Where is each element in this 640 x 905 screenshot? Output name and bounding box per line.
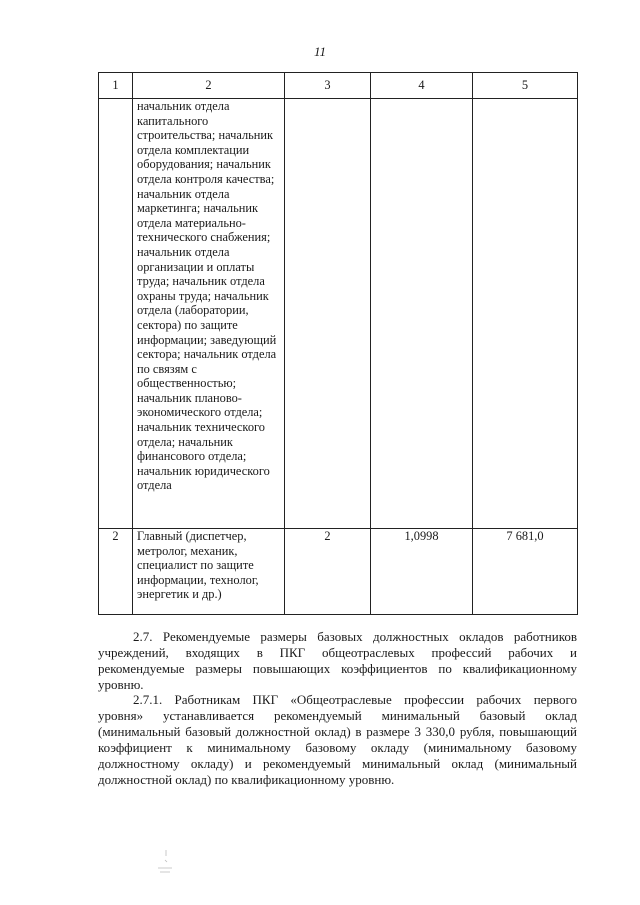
position-line: энергетик и др.) [137, 587, 222, 602]
header-col-2: 2 [133, 73, 285, 99]
position-line: начальник отдела [137, 99, 230, 113]
header-col-1: 1 [99, 73, 133, 99]
paragraph-line: (минимальный базовый должностной оклад) в размере 3 330,0 рубля, повышающий [98, 724, 577, 739]
row1-col5 [473, 99, 578, 529]
row2-salary: 7 681,0 [473, 529, 578, 615]
position-line: начальник отдела [137, 186, 230, 201]
position-line: капитального [137, 113, 209, 128]
paragraph-line: уровню. [98, 677, 144, 692]
position-line: начальник планово- [137, 390, 242, 405]
position-line: оборудования; начальник [137, 157, 271, 172]
position-line: финансового отдела; [137, 449, 247, 464]
paragraph-line: должностному окладу) и рекомендуемый минимальный оклад (минимальный [98, 756, 577, 771]
table-row [99, 529, 578, 615]
position-line: информации, технолог, [137, 572, 259, 587]
header-col-5: 5 [473, 73, 578, 99]
row2-coefficient-level: 2 [285, 529, 371, 615]
position-line: информации; заведующий [137, 332, 277, 347]
position-line: отдела [137, 478, 172, 493]
position-line: организации и оплаты [137, 259, 255, 274]
row2-qualification-level: 2 [99, 529, 133, 615]
position-line: метролог, механик, [137, 543, 238, 558]
paragraph-line: уровня» устанавливается рекомендуемый минимальный базовый оклад [98, 708, 577, 723]
position-line: по связям с [137, 361, 197, 376]
position-line: сектора; начальник отдела [137, 347, 277, 362]
header-col-4: 4 [371, 73, 473, 99]
scan-artifact-mark [150, 848, 180, 878]
position-line: отдела материально- [137, 215, 246, 230]
position-line: общественностью; [137, 376, 237, 391]
position-line: технического снабжения; [137, 230, 271, 245]
position-line: начальник юридического [137, 463, 270, 478]
position-line: отдела; начальник [137, 434, 233, 449]
position-line: отдела комплектации [137, 142, 250, 157]
header-col-3: 3 [285, 73, 371, 99]
paragraph-line: должностной оклад) по квалификационному уровню. [98, 772, 395, 787]
paragraph-2-7 [98, 629, 577, 693]
position-line: отдела контроля качества; [137, 171, 275, 186]
paragraph-line: 2.7. Рекомендуемые размеры базовых должностных окладов работников [133, 629, 577, 644]
position-line: экономического отдела; [137, 405, 263, 420]
position-line: отдела (лаборатории, [137, 303, 249, 318]
row1-positions [133, 99, 285, 529]
row1-col4 [371, 99, 473, 529]
salary-table [98, 72, 578, 615]
paragraph-line: учреждений, входящих в ПКГ общеотраслевых профессий рабочих и [98, 645, 577, 660]
position-line: строительства; начальник [137, 128, 274, 143]
row2-positions [133, 529, 285, 615]
position-line: маркетинга; начальник [137, 201, 259, 216]
paragraph-line: 2.7.1. Работникам ПКГ «Общеотраслевые профессии рабочих первого [133, 692, 577, 707]
position-line: Главный (диспетчер, [137, 529, 247, 543]
table-header-row [99, 73, 578, 99]
paragraph-2-7-1 [98, 692, 577, 788]
position-line: начальник технического [137, 420, 265, 435]
position-line: охраны труда; начальник [137, 288, 269, 303]
paragraph-line: рекомендуемые размеры повышающих коэффициентов по квалификационному [98, 661, 577, 676]
position-line: специалист по защите [137, 558, 254, 573]
position-line: сектора) по защите [137, 317, 238, 332]
row1-qualification-level [99, 99, 133, 529]
row1-col3 [285, 99, 371, 529]
position-line: начальник отдела [137, 244, 230, 259]
row2-coefficient: 1,0998 [371, 529, 473, 615]
position-line: труда; начальник отдела [137, 274, 265, 289]
paragraph-line: коэффициент к минимальному базовому окладу (минимальному базовому [98, 740, 577, 755]
table-row [99, 99, 578, 529]
page-number: 11 [313, 44, 327, 59]
